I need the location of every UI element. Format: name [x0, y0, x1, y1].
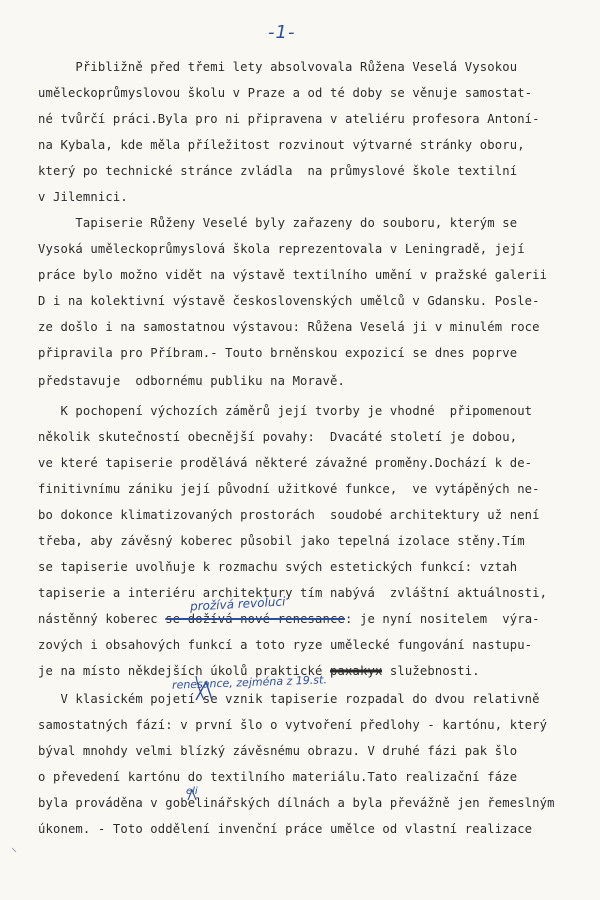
- text-line: na Kybala, kde měla příležitost rozvinout výtvarné stránky oboru,: [38, 138, 525, 152]
- text-segment: nástěnný koberec: [38, 612, 166, 626]
- text-line: se tapiserie uvolňuje k rozmachu svých estetických funkcí: vztah: [38, 560, 518, 574]
- text-line: tapiserie a interiéru architektury tím nabývá zvláštní aktuálnosti,: [38, 586, 548, 600]
- text-line: né tvůrčí práci.Byla pro ni připravena v ateliéru profesora Antoní-: [38, 112, 540, 126]
- page-number: -1-: [268, 22, 296, 43]
- text-segment: je na místo někdejších úkolů praktické: [38, 664, 331, 678]
- text-line: Tapiserie Růženy Veselé byly zařazeny do souboru, kterým se: [38, 216, 518, 230]
- text-line: samostatných fází: v první šlo o vytvoření předlohy - kartónu, který: [38, 718, 548, 732]
- text-line: připravila pro Příbram.- Touto brněnskou expozicí se dnes poprve: [38, 346, 518, 360]
- text-line: který po technické stránce zvládla na průmyslové škole textilní: [38, 164, 518, 178]
- struck-text: se dožívá nové renesance: [165, 612, 345, 626]
- text-line: třeba, aby závěsný koberec působil jako tepelná izolace stěny.Tím: [38, 534, 525, 548]
- text-line: K pochopení výchozích záměrů její tvorby je vhodné připomenout: [38, 404, 533, 418]
- text-line: představuje odbornému publiku na Moravě.: [38, 374, 345, 388]
- text-line: ve které tapiserie prodělává některé závažné proměny.Dochází k de-: [38, 456, 533, 470]
- handwritten-insertion: renesance, zejména z 19.st.: [171, 673, 328, 692]
- text-line-edited: [38, 612, 540, 626]
- margin-mark: [12, 848, 16, 852]
- handwritten-correction: prožívá revoluci: [189, 594, 286, 614]
- text-line: zových i obsahových funkcí a toto ryze umělecké fungování nastupu-: [38, 638, 533, 652]
- text-line: úkonem. - Toto oddělení invenční práce umělce od vlastní realizace: [38, 822, 533, 836]
- text-line: Přibližně před třemi lety absolvovala Růžena Veselá Vysokou: [38, 60, 518, 74]
- text-line: v Jilemnici.: [38, 190, 128, 204]
- text-segment: služebnosti.: [382, 664, 480, 678]
- text-line: V klasickém pojetí se vznik tapiserie rozpadal do dvou relativně: [38, 692, 540, 706]
- text-line: bo dokonce klimatizovaných prostorách soudobé architektury už není: [38, 508, 540, 522]
- text-line: několik skutečností obecnější povahy: Dvacáté století je dobou,: [38, 430, 518, 444]
- text-line: byla prováděna v gobelinářských dílnách a byla převážně jen řemeslným: [38, 796, 555, 810]
- text-line: býval mnohdy velmi blízký závěsnému obrazu. V druhé fázi pak šlo: [38, 744, 518, 758]
- text-line: uměleckoprůmyslovou školu v Praze a od té doby se věnuje samostat-: [38, 86, 533, 100]
- handwritten-insertion: eli: [186, 786, 198, 797]
- text-line: Vysoká uměleckoprůmyslová škola reprezentovala v Leningradě, její: [38, 242, 525, 256]
- text-line: práce bylo možno vidět na výstavě textilního umění v pražské galerii: [38, 268, 548, 282]
- crossed-out-text: paxakyx: [330, 664, 383, 678]
- text-line: D i na kolektivní výstavě československých umělců v Gdansku. Posle-: [38, 294, 540, 308]
- text-line: finitivnímu zániku její původní užitkové funkce, ve vytápěných ne-: [38, 482, 540, 496]
- text-line: o převedení kartónu do textilního materiálu.Tato realizační fáze: [38, 770, 518, 784]
- text-line: ze došlo i na samostatnou výstavou: Růžena Veselá ji v minulém roce: [38, 320, 540, 334]
- text-segment: : je nyní nositelem výra-: [345, 612, 540, 626]
